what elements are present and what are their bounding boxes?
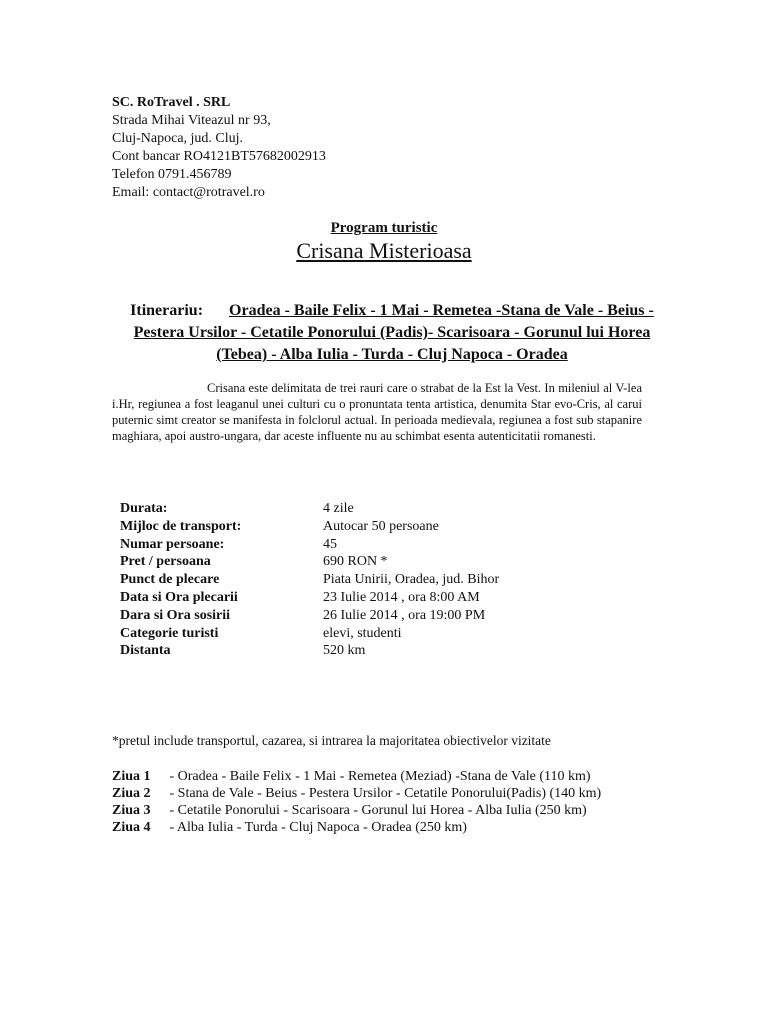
detail-row xyxy=(120,625,499,643)
detail-row-value: elevi, studenti xyxy=(323,625,402,641)
company-info xyxy=(112,94,326,202)
company-city: Cluj-Napoca, jud. Cluj. xyxy=(112,131,244,146)
detail-row-label: Data si Ora plecarii xyxy=(120,589,238,605)
detail-row-value: 690 RON * xyxy=(323,554,388,570)
price-note: *pretul include transportul, cazarea, si intrarea la majoritatea obiectivelor vizitate xyxy=(112,733,551,748)
company-phone: Telefon 0791.456789 xyxy=(112,167,232,182)
company-bank-account: Cont bancar RO4121BT57682002913 xyxy=(112,149,326,164)
itinerary xyxy=(112,300,672,366)
detail-row-value: 23 Iulie 2014 , ora 8:00 AM xyxy=(323,589,480,605)
detail-row xyxy=(120,500,499,518)
detail-row-label: Distanta xyxy=(120,643,171,659)
detail-row-value: Piata Unirii, Oradea, jud. Bihor xyxy=(323,572,500,588)
day-row-value: - Alba Iulia - Turda - Cluj Napoca - Oradea (250 km) xyxy=(166,820,467,835)
day-row-value: - Cetatile Ponorului - Scarisoara - Gorunul lui Horea - Alba Iulia (250 km) xyxy=(166,803,587,818)
day-row xyxy=(112,785,601,802)
detail-row-value: 26 Iulie 2014 , ora 19:00 PM xyxy=(323,607,486,623)
day-row-label: Ziua 2 xyxy=(112,786,151,801)
program-label: Program turistic xyxy=(330,220,438,236)
day-row-value: - Stana de Vale - Beius - Pestera Ursilor - Cetatile Ponorului(Padis) (140 km) xyxy=(166,786,602,801)
day-row xyxy=(112,819,601,836)
detail-row-value: 45 xyxy=(323,536,337,552)
detail-row-value: 520 km xyxy=(323,643,366,659)
company-name: SC. RoTravel . SRL xyxy=(112,95,231,110)
detail-row-label: Durata: xyxy=(120,501,168,516)
detail-row-label: Numar persoane: xyxy=(120,536,225,552)
day-row xyxy=(112,768,601,785)
detail-row-label: Pret / persoana xyxy=(120,554,211,570)
detail-row-label: Mijloc de transport: xyxy=(120,518,242,534)
day-row-label: Ziua 4 xyxy=(112,820,151,835)
detail-row xyxy=(120,536,499,554)
itinerary-route: Oradea - Baile Felix - 1 Mai - Remetea -Stana de Vale - Beius - Pestera Ursilor - Cetatile Ponorului (Padis)- Scarisoara - Gorunul lui Horea (Tebea) - Alba Iulia - Turda - Cluj Napoca - Oradea xyxy=(133,302,654,363)
detail-row-value: Autocar 50 persoane xyxy=(323,518,439,534)
trip-details xyxy=(120,500,499,660)
day-row-value: - Oradea - Baile Felix - 1 Mai - Remetea (Meziad) -Stana de Vale (110 km) xyxy=(166,769,591,784)
day-row-label: Ziua 3 xyxy=(112,803,151,818)
detail-row xyxy=(120,642,499,660)
detail-row xyxy=(120,589,499,607)
company-street: Strada Mihai Viteazul nr 93, xyxy=(112,113,271,128)
itinerary-label: Itinerariu: xyxy=(130,302,204,319)
detail-row-value: 4 zile xyxy=(323,501,354,516)
day-row xyxy=(112,802,601,819)
day-row-label: Ziua 1 xyxy=(112,769,151,784)
detail-row-label: Dara si Ora sosirii xyxy=(120,607,231,623)
company-email: Email: contact@rotravel.ro xyxy=(112,185,265,200)
day-schedule xyxy=(112,768,601,836)
intro-paragraph: Crisana este delimitata de trei rauri care o strabat de la Est la Vest. In mileniul al V-lea i.Hr, regiunea a fost leaganul unei culturi cu o pronuntata tenta artistica, denumita Star evo-Cris, al carui puternic simt creator se manifesta in folclorul actual. In perioada medievala, regiunea a fost sub stapanire maghiara, apoi austro-ungara, dar aceste influente nu au schimbat esenta autenticitatii romanesti. xyxy=(112,381,642,443)
detail-row-label: Punct de plecare xyxy=(120,572,220,588)
detail-row xyxy=(120,571,499,589)
program-title: Crisana Misterioasa xyxy=(296,238,472,263)
detail-row xyxy=(120,518,499,536)
detail-row xyxy=(120,607,499,625)
detail-row xyxy=(120,553,499,571)
detail-row-label: Categorie turisti xyxy=(120,625,219,641)
